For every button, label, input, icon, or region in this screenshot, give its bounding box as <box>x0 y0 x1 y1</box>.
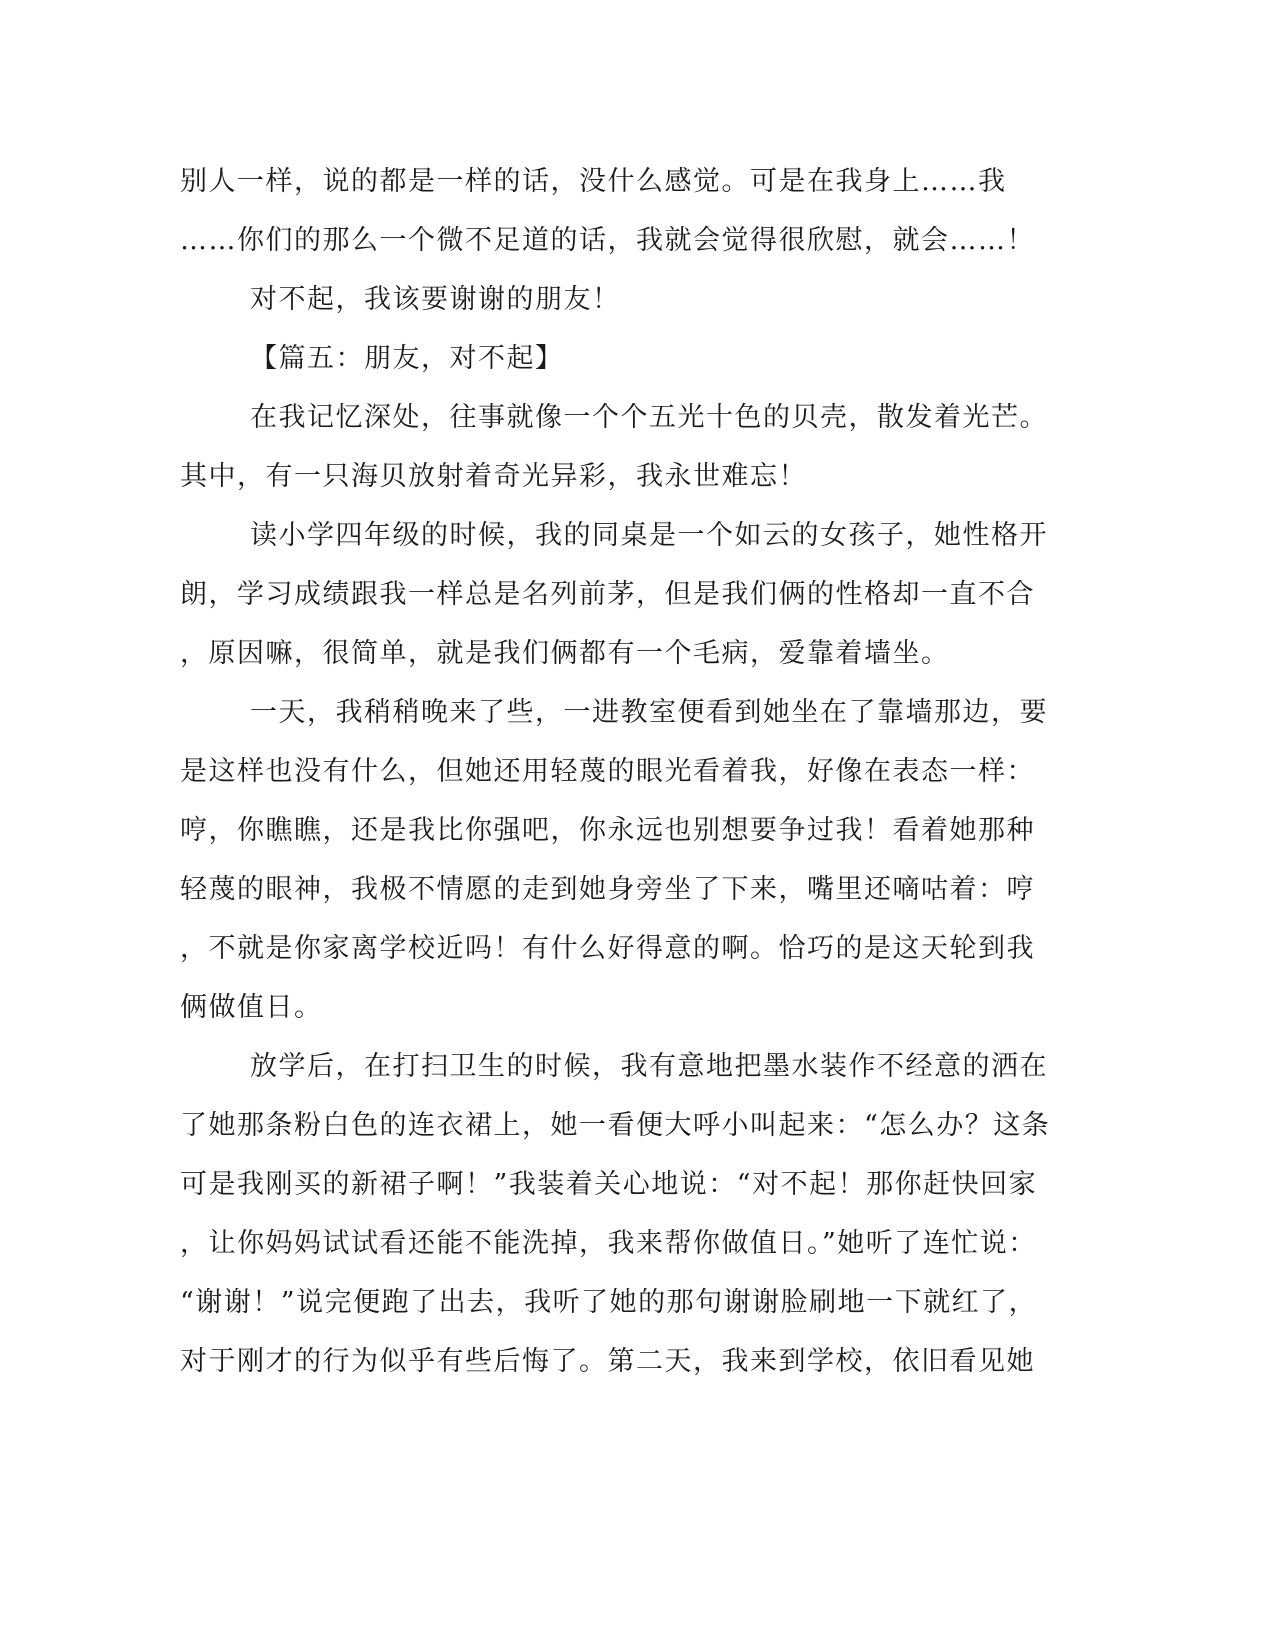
text-line: 读小学四年级的时候，我的同桌是一个如云的女孩子，她性格开 <box>250 520 1048 551</box>
text-line: “谢谢！”说完便跑了出去，我听了她的那句谢谢脸刷地一下就红了， <box>180 1287 1038 1318</box>
section-heading: 【篇五：朋友，对不起】 <box>250 343 564 374</box>
text-line: 了她那条粉白色的连衣裙上，她一看便大呼小叫起来：“怎么办？这条 <box>180 1110 1051 1141</box>
text-line: 放学后，在打扫卫生的时候，我有意地把墨水装作不经意的洒在 <box>250 1051 1048 1082</box>
text-line: 对于刚才的行为似乎有些后悔了。第二天，我来到学校，依旧看见她 <box>180 1346 1035 1377</box>
text-line: 是这样也没有什么，但她还用轻蔑的眼光看着我，好像在表态一样： <box>180 756 1035 787</box>
text-line: 别人一样，说的都是一样的话，没什么感觉。可是在我身上……我 <box>180 166 1007 197</box>
text-line: 朗，学习成绩跟我一样总是名列前茅，但是我们俩的性格却一直不合 <box>180 579 1035 610</box>
text-line: 轻蔑的眼神，我极不情愿的走到她身旁坐了下来，嘴里还嘀咕着：哼 <box>180 874 1035 905</box>
text-line: 在我记忆深处，往事就像一个个五光十色的贝壳，散发着光芒。 <box>250 402 1048 433</box>
text-line: 可是我刚买的新裙子啊！”我装着关心地说：“对不起！那你赶快回家 <box>180 1169 1038 1200</box>
text-line: ，原因嘛，很简单，就是我们俩都有一个毛病，爱靠着墙坐。 <box>180 638 950 669</box>
text-line: 俩做值日。 <box>180 992 323 1023</box>
text-line: 对不起，我该要谢谢的朋友！ <box>250 284 621 315</box>
text-line: ，不就是你家离学校近吗！有什么好得意的啊。恰巧的是这天轮到我 <box>180 933 1035 964</box>
text-line: 哼，你瞧瞧，还是我比你强吧，你永远也别想要争过我！看着她那种 <box>180 815 1035 846</box>
text-line: ……你们的那么一个微不足道的话，我就会觉得很欣慰，就会……！ <box>180 225 1035 256</box>
text-line: ，让你妈妈试试看还能不能洗掉，我来帮你做值日。”她听了连忙说： <box>180 1228 1037 1259</box>
text-line: 其中，有一只海贝放射着奇光异彩，我永世难忘！ <box>180 461 807 492</box>
text-line: 一天，我稍稍晚来了些，一进教室便看到她坐在了靠墙那边，要 <box>250 697 1048 728</box>
